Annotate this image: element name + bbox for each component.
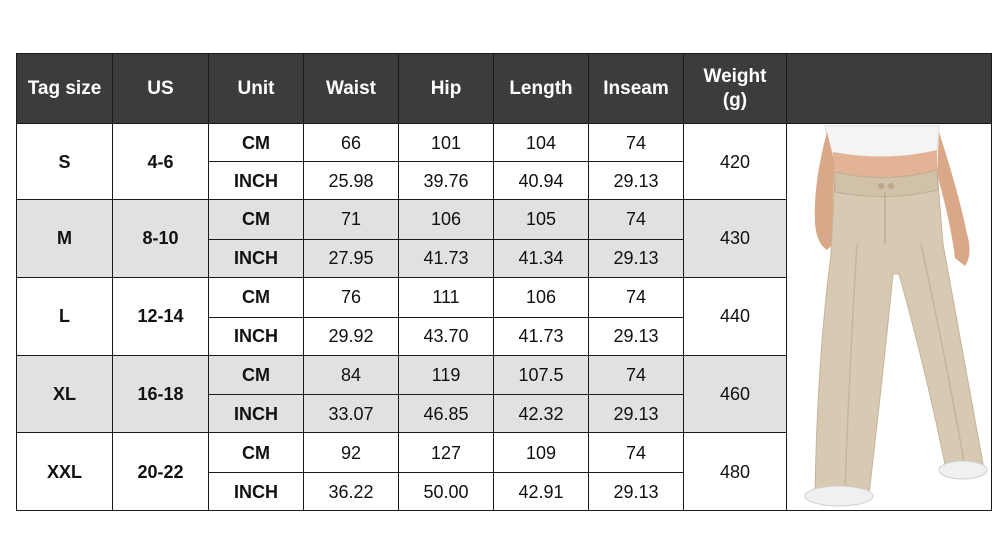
inseam-cell: 74	[589, 433, 684, 473]
hip-cell: 43.70	[399, 317, 494, 355]
hip-cell: 39.76	[399, 162, 494, 200]
hip-cell: 119	[399, 355, 494, 395]
us-size-cell: 4-6	[113, 124, 209, 200]
tag-size-cell: XL	[17, 355, 113, 433]
unit-cell: INCH	[209, 162, 304, 200]
header-hip: Hip	[399, 54, 494, 124]
waist-cell: 25.98	[304, 162, 399, 200]
inseam-cell: 74	[589, 355, 684, 395]
length-cell: 41.73	[494, 317, 589, 355]
hip-cell: 50.00	[399, 473, 494, 511]
hip-cell: 106	[399, 200, 494, 240]
inseam-cell: 74	[589, 200, 684, 240]
tag-size-cell: L	[17, 277, 113, 355]
waist-cell: 33.07	[304, 395, 399, 433]
waist-cell: 76	[304, 277, 399, 317]
hip-cell: 127	[399, 433, 494, 473]
weight-cell: 420	[684, 124, 787, 200]
length-cell: 109	[494, 433, 589, 473]
inseam-cell: 29.13	[589, 395, 684, 433]
inseam-cell: 29.13	[589, 162, 684, 200]
product-photo	[787, 124, 992, 511]
waist-cell: 92	[304, 433, 399, 473]
hip-cell: 101	[399, 124, 494, 162]
header-length: Length	[494, 54, 589, 124]
tag-size-cell: M	[17, 200, 113, 278]
unit-cell: CM	[209, 124, 304, 162]
header-inseam: Inseam	[589, 54, 684, 124]
waist-cell: 71	[304, 200, 399, 240]
inseam-cell: 29.13	[589, 317, 684, 355]
length-cell: 41.34	[494, 239, 589, 277]
length-cell: 104	[494, 124, 589, 162]
us-size-cell: 16-18	[113, 355, 209, 433]
header-us: US	[113, 54, 209, 124]
header-unit: Unit	[209, 54, 304, 124]
waist-cell: 66	[304, 124, 399, 162]
unit-cell: CM	[209, 433, 304, 473]
wide-leg-pants-image	[787, 124, 991, 510]
header-weight-label: Weight	[703, 65, 767, 87]
waist-cell: 84	[304, 355, 399, 395]
header-waist: Waist	[304, 54, 399, 124]
size-chart-table	[16, 53, 992, 511]
length-cell: 105	[494, 200, 589, 240]
weight-cell: 440	[684, 277, 787, 355]
header-weight	[684, 54, 787, 124]
waist-cell: 36.22	[304, 473, 399, 511]
unit-cell: INCH	[209, 473, 304, 511]
weight-cell: 430	[684, 200, 787, 278]
hip-cell: 111	[399, 277, 494, 317]
length-cell: 42.91	[494, 473, 589, 511]
us-size-cell: 12-14	[113, 277, 209, 355]
tag-size-cell: XXL	[17, 433, 113, 511]
unit-cell: INCH	[209, 239, 304, 277]
header-blank	[787, 54, 992, 124]
inseam-cell: 74	[589, 277, 684, 317]
hip-cell: 46.85	[399, 395, 494, 433]
tag-size-cell: S	[17, 124, 113, 200]
us-size-cell: 8-10	[113, 200, 209, 278]
inseam-cell: 29.13	[589, 473, 684, 511]
inseam-cell: 74	[589, 124, 684, 162]
unit-cell: CM	[209, 200, 304, 240]
header-tag-size: Tag size	[17, 54, 113, 124]
length-cell: 106	[494, 277, 589, 317]
inseam-cell: 29.13	[589, 239, 684, 277]
header-row	[17, 54, 992, 124]
length-cell: 107.5	[494, 355, 589, 395]
length-cell: 42.32	[494, 395, 589, 433]
unit-cell: INCH	[209, 395, 304, 433]
us-size-cell: 20-22	[113, 433, 209, 511]
weight-cell: 480	[684, 433, 787, 511]
unit-cell: CM	[209, 355, 304, 395]
length-cell: 40.94	[494, 162, 589, 200]
header-weight-unit: (g)	[722, 89, 748, 111]
waist-cell: 29.92	[304, 317, 399, 355]
waist-cell: 27.95	[304, 239, 399, 277]
weight-cell: 460	[684, 355, 787, 433]
unit-cell: CM	[209, 277, 304, 317]
unit-cell: INCH	[209, 317, 304, 355]
table-row	[17, 124, 992, 162]
hip-cell: 41.73	[399, 239, 494, 277]
